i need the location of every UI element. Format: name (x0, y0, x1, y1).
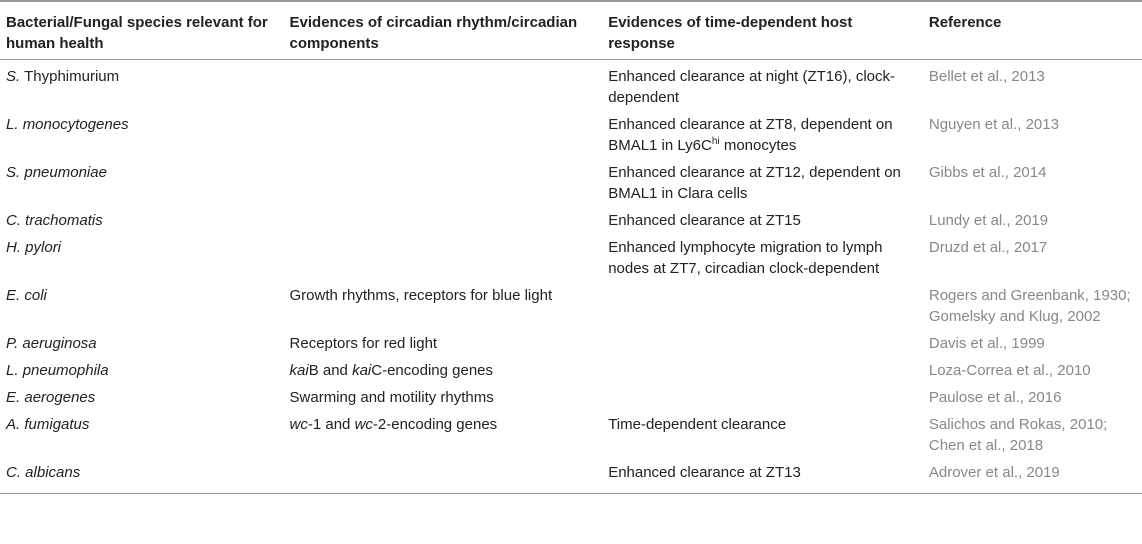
reference-cell: Druzd et al., 2017 (928, 238, 1048, 256)
reference-cell: Loza-Correa et al., 2010 (928, 361, 1091, 379)
circadian-cell (290, 59, 609, 108)
circadian-cell (290, 456, 609, 494)
species-cell (0, 354, 290, 381)
gene-name: kai (352, 361, 372, 379)
species-genus: S. (6, 163, 21, 181)
species-genus: C. (6, 211, 21, 229)
species-epithet: pneumoniae (24, 163, 107, 181)
circadian-cell: Swarming and motility rhythms (289, 388, 494, 406)
reference-cell: Salichos and Rokas, 2010; Chen et al., 2018 (928, 415, 1108, 454)
gene-text: -2-encoding genes (372, 415, 498, 433)
species-epithet: albicans (25, 463, 81, 481)
species-cell (0, 381, 290, 408)
gene-name: kai (289, 361, 309, 379)
species-cell (0, 59, 290, 108)
species-cell (0, 327, 290, 354)
table-row (0, 381, 1142, 408)
host-response-text-end: monocytes (719, 136, 797, 154)
header-host-response: Evidences of time-dependent host response (608, 1, 929, 59)
species-cell (0, 231, 290, 279)
header-circadian: Evidences of circadian rhythm/circadian components (290, 1, 609, 59)
circadian-cell (290, 156, 609, 204)
species-genus: C. (6, 463, 21, 481)
circadian-cell (290, 354, 609, 381)
host-response-text: Enhanced clearance at ZT8, dependent on BMAL1 in Ly6C (608, 115, 893, 154)
circadian-cell (290, 408, 609, 456)
table-row (0, 408, 1142, 456)
superscript-hi: hi (711, 135, 720, 147)
host-response-cell: Enhanced clearance at night (ZT16), clock-dependent (608, 67, 895, 106)
species-epithet: fumigatus (24, 415, 90, 433)
reference-cell: Rogers and Greenbank, 1930; Gomelsky and Klug, 2002 (928, 286, 1131, 325)
host-response-cell (608, 354, 929, 381)
reference-cell: Adrover et al., 2019 (929, 456, 1142, 494)
reference-cell: Bellet et al., 2013 (928, 67, 1045, 85)
species-genus: E. (6, 388, 21, 406)
species-genus: L. (6, 115, 19, 133)
table-header-row (0, 1, 1142, 59)
table-row (0, 327, 1142, 354)
circadian-cell (290, 204, 609, 231)
species-cell (0, 279, 290, 327)
species-genus: E. (6, 286, 21, 304)
host-response-cell (608, 279, 929, 327)
gene-text: -1 and (307, 415, 355, 433)
host-response-cell: Time-dependent clearance (608, 415, 787, 433)
reference-cell: Gibbs et al., 2014 (928, 163, 1047, 181)
table-row (0, 231, 1142, 279)
species-cell (0, 204, 290, 231)
table-row (0, 354, 1142, 381)
gene-text: B and (308, 361, 353, 379)
table-row (0, 59, 1142, 108)
reference-cell: Nguyen et al., 2013 (928, 115, 1059, 133)
species-epithet: aerogenes (24, 388, 96, 406)
species-cell (0, 108, 290, 156)
host-response-cell (608, 381, 929, 408)
species-epithet: aeruginosa (22, 334, 97, 352)
table-row (0, 204, 1142, 231)
gene-name: wc (354, 415, 373, 433)
table-row (0, 108, 1142, 156)
species-epithet: monocytogenes (22, 115, 129, 133)
species-epithet: pneumophila (22, 361, 109, 379)
species-cell (0, 408, 290, 456)
circadian-cell: Receptors for red light (289, 334, 438, 352)
host-response-cell: Enhanced lymphocyte migration to lymph nodes at ZT7, circadian clock-dependent (608, 238, 883, 277)
species-genus: S. (6, 67, 21, 85)
species-epithet: Thyphimurium (24, 67, 120, 85)
table-row (0, 456, 1142, 494)
host-response-cell (608, 108, 929, 156)
gene-name: wc (289, 415, 308, 433)
table-row (0, 279, 1142, 327)
species-cell (0, 456, 290, 494)
gene-text: C-encoding genes (371, 361, 494, 379)
header-reference: Reference (929, 1, 1142, 59)
host-response-cell: Enhanced clearance at ZT13 (608, 456, 929, 494)
species-genus: P. (6, 334, 19, 352)
host-response-cell: Enhanced clearance at ZT15 (608, 211, 801, 229)
header-species: Bacterial/Fungal species relevant for human health (0, 1, 290, 59)
species-genus: L. (6, 361, 19, 379)
reference-cell: Lundy et al., 2019 (928, 211, 1049, 229)
circadian-cell (290, 108, 609, 156)
host-response-cell: Enhanced clearance at ZT12, dependent on BMAL1 in Clara cells (608, 163, 901, 202)
species-cell (0, 156, 290, 204)
reference-cell: Davis et al., 1999 (928, 334, 1045, 352)
reference-cell: Paulose et al., 2016 (928, 388, 1062, 406)
species-epithet: pylori (25, 238, 62, 256)
species-genus: A. (6, 415, 21, 433)
species-epithet: trachomatis (25, 211, 103, 229)
species-genus: H. (6, 238, 21, 256)
circadian-cell: Growth rhythms, receptors for blue light (289, 286, 553, 304)
species-epithet: coli (24, 286, 47, 304)
circadian-cell (290, 231, 609, 279)
host-response-cell (608, 327, 929, 354)
table-row (0, 156, 1142, 204)
